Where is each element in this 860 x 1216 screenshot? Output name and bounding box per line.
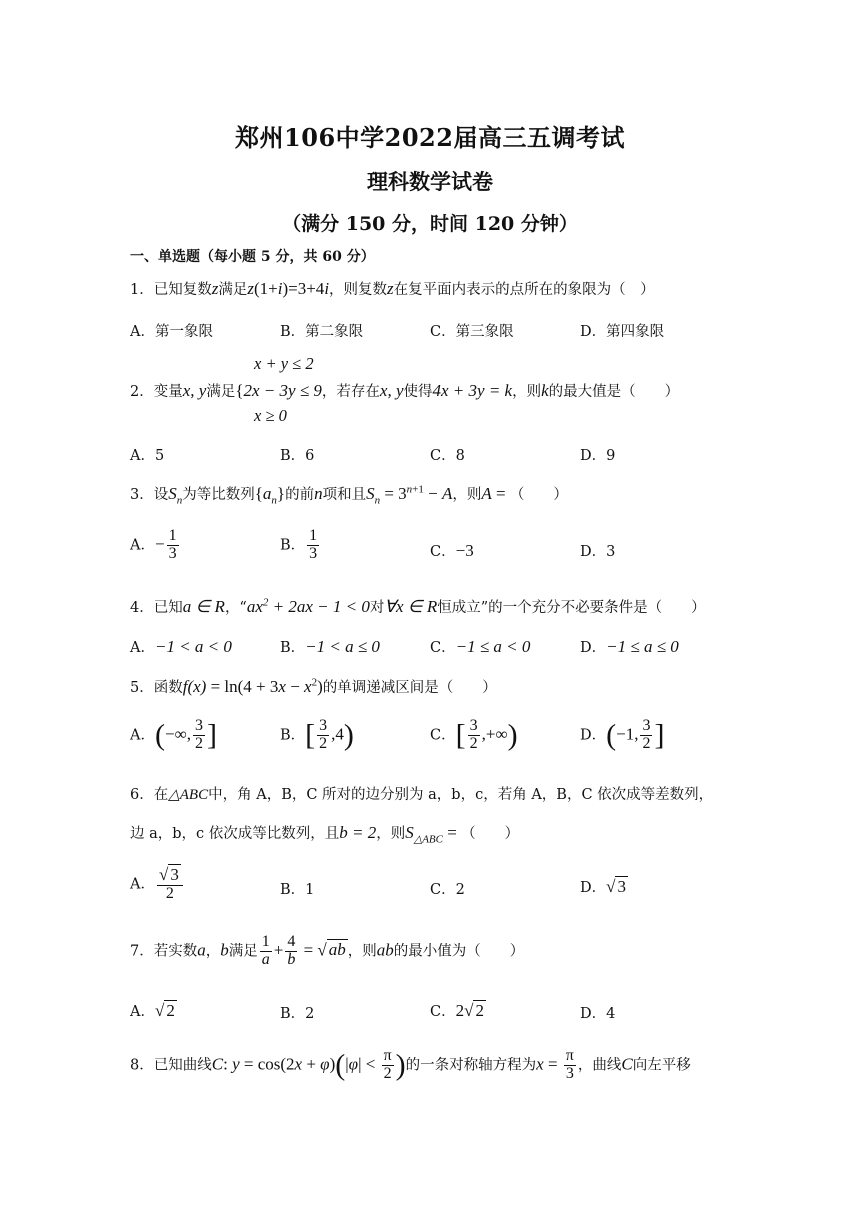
q2-constraint-3: x ≥ 0 <box>254 406 287 425</box>
section-heading: 一、单选题（每小题 5 分，共 60 分） <box>130 249 375 265</box>
question-3: 3．设$S_n$为等比数列$\{a_n\}$的前n项和且$S_n = 3^{n+1} - A$，则A = （ ） <box>130 483 568 507</box>
q2-option-d[interactable]: D．9 <box>580 448 616 464</box>
question-2: 2．变量x, y满足{2x − 3y ≤ 9，若存在x, y使得4x + 3y = k，则k的最大值是（ ） <box>130 381 680 400</box>
q1-option-a[interactable]: A．第一象限 <box>130 324 213 340</box>
q5-option-c[interactable]: C．[ $\frac{3}{2}$ ,+∞) <box>430 717 518 752</box>
question-8: 8．已知曲线C: y = cos(2x + φ)(|φ| < $\frac{\pi}{2}$ )的一条对称轴方程为x = $\frac{\pi}{3}$ ，曲线C向左平移 <box>130 1047 691 1082</box>
q6-option-a[interactable]: A． $\frac{√ 3}{2}$ <box>130 866 185 903</box>
q5-option-d[interactable]: D．(−1, $\frac{3}{2}$ ] <box>580 717 665 752</box>
q7-option-b[interactable]: B．2 <box>280 1006 315 1022</box>
q4-option-c[interactable]: C．−1 ≤ a < 0 <box>430 637 531 656</box>
exam-subtitle: 理科数学试卷 <box>367 169 493 194</box>
q3-option-a[interactable]: A．− $\frac{1}{3}$ <box>130 527 177 562</box>
q1-option-d[interactable]: D．第四象限 <box>580 324 665 340</box>
question-7: 7．若实数a，b满足 $\frac{1}{a}$ + $\frac{4}{b}$ = √ ab ，则ab的最小值为（ ） <box>130 933 525 968</box>
question-6: 6．在△ABC中，角 A，B，C 所对的边分别为 a，b，c，若角 A，B，C 依次成等差数列， <box>130 787 714 803</box>
q6-option-d[interactable]: D．√ 3 <box>580 877 626 896</box>
question-1: 1．已知复数z满足z(1+i)=3+4i，则复数z在复平面内表示的点所在的象限为（ ） <box>130 279 655 298</box>
q4-option-d[interactable]: D．−1 ≤ a ≤ 0 <box>580 637 679 656</box>
q3-option-c[interactable]: C．−3 <box>430 541 474 560</box>
exam-title: 郑州106中学2022届高三五调考试 <box>235 123 625 152</box>
question-5: 5．函数$f(x) = \ln(4 + 3x - x^2)$的单调递减区间是（ ） <box>130 676 497 696</box>
q6-option-b[interactable]: B．1 <box>280 882 315 898</box>
q2-option-c[interactable]: C．8 <box>430 448 465 464</box>
q1-option-b[interactable]: B．第二象限 <box>280 324 364 340</box>
q7-option-c[interactable]: C．2√ 2 <box>430 1001 484 1020</box>
q2-option-b[interactable]: B．6 <box>280 448 315 464</box>
q6-option-c[interactable]: C．2 <box>430 882 465 898</box>
q7-option-a[interactable]: A．√ 2 <box>130 1001 175 1020</box>
q3-option-b[interactable]: B． $\frac{1}{3}$ <box>280 527 318 562</box>
q1-option-c[interactable]: C．第三象限 <box>430 324 514 340</box>
question-6-line-2: 边 a，b，c 依次成等比数列，且b = 2，则$S_{\triangle ABC}$ = （ ） <box>130 823 520 846</box>
q4-option-b[interactable]: B．−1 < a ≤ 0 <box>280 637 380 656</box>
q7-option-d[interactable]: D．4 <box>580 1006 616 1022</box>
q2-option-a[interactable]: A．5 <box>130 448 165 464</box>
q2-constraint-1: x + y ≤ 2 <box>254 354 314 373</box>
q5-option-b[interactable]: B．[ $\frac{3}{2}$ ,4) <box>280 717 354 752</box>
q3-option-d[interactable]: D．3 <box>580 544 616 560</box>
q4-option-a[interactable]: A．−1 < a < 0 <box>130 637 232 656</box>
exam-note: （满分 150 分，时间 120 分钟） <box>282 213 578 235</box>
q5-option-a[interactable]: A．(−∞, $\frac{3}{2}$ ] <box>130 717 217 752</box>
question-4: 4．已知a ∈ R，“$ax^2 + 2ax - 1 < 0$对∀x ∈ R恒成立”的一个充分不必要条件是（ ） <box>130 596 706 616</box>
